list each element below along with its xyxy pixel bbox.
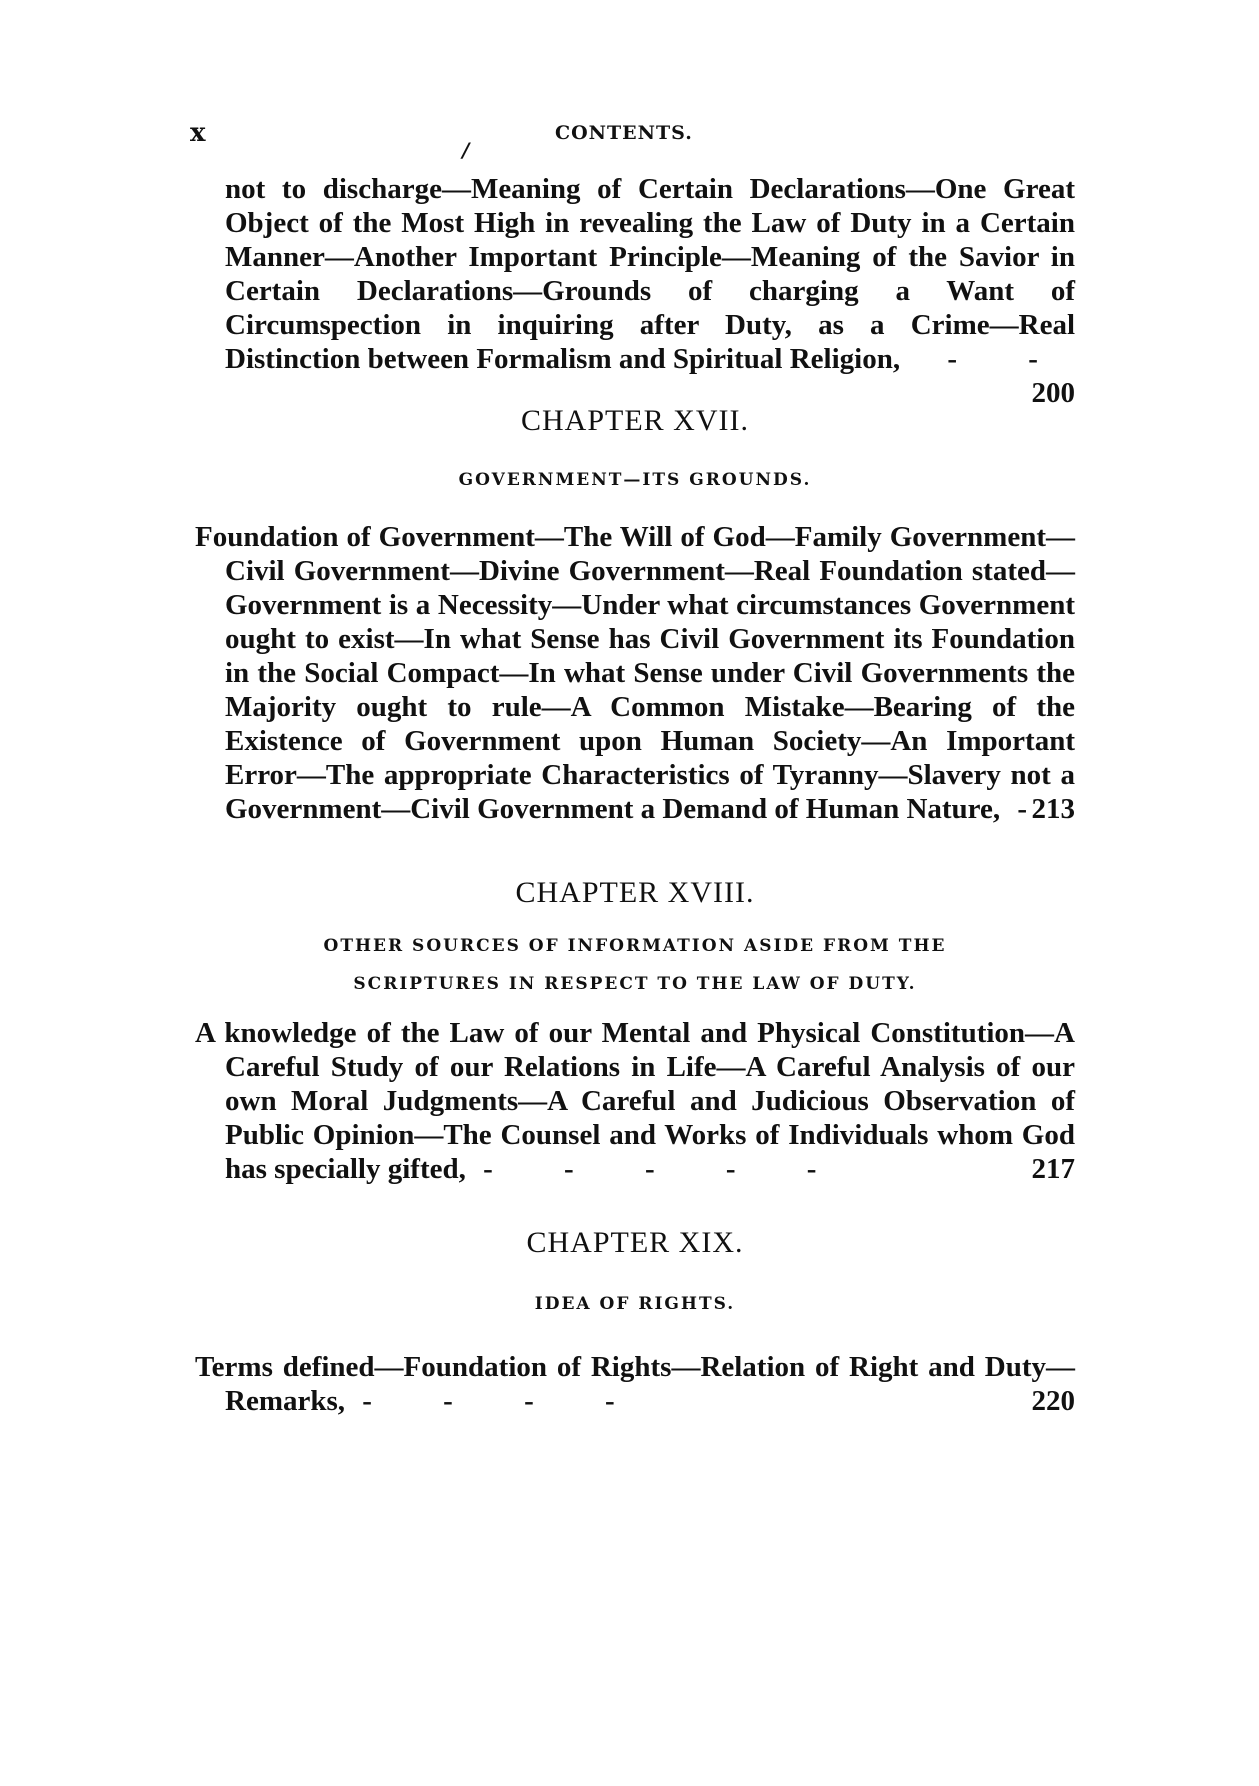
entry-text-block: Foundation of Government—The Will of God—Family Government—Civil Government—Divine Government—Real Foundation stated—Government is a Necessity—Under what circumstances Government ought to exist—In what Sense has Civil Government its Foundation in the Social Compact—In what Sense under Civil Governments the Majority ought to rule—A Common Mistake—Bearing of the Existence of Government upon Human Society—An Important Error—The appropriate Characteristics of Tyranny—Slavery not a Government—Civil Government a Demand of Human Nature, - 213 xyxy=(195,521,1075,825)
chapter-heading: CHAPTER XIX. xyxy=(526,1226,744,1259)
page-reference: 217 xyxy=(1031,1153,1075,1185)
dot-leader: - - - - - xyxy=(483,1153,817,1185)
chapter-subheading: IDEA OF RIGHTS. xyxy=(534,1294,736,1314)
contents-entry-ch18 xyxy=(195,1016,1075,1186)
contents-entry-ch19 xyxy=(195,1350,1075,1418)
page-reference: 200 xyxy=(1031,377,1075,409)
chapter-subheading-line1: OTHER SOURCES OF INFORMATION ASIDE FROM THE xyxy=(323,936,947,956)
entry-text-block xyxy=(195,1016,1075,1186)
page-reference: 220 xyxy=(1031,1385,1075,1417)
contents-entry-continued xyxy=(195,172,1075,410)
chapter-subheading: GOVERNMENT—ITS GROUNDS. xyxy=(458,470,812,490)
running-title: CONTENTS. xyxy=(555,122,693,144)
chapter-subheading-line2: SCRIPTURES IN RESPECT TO THE LAW OF DUTY. xyxy=(353,974,917,994)
entry-text-block xyxy=(195,172,1075,409)
entry-text: Terms defined—Foundation of Rights—Relation of Right and Duty—Remarks, xyxy=(195,1351,1075,1417)
contents-entry-ch17 xyxy=(195,520,1075,826)
page-reference: 213 xyxy=(1031,793,1075,825)
stray-mark: / xyxy=(462,138,470,162)
chapter-heading: CHAPTER XVII. xyxy=(521,404,749,437)
entry-text: Foundation of Government—The Will of God—Family Government—Civil Government—Divine Government—Real Foundation stated—Government is a Necessity—Under what circumstances Government ought to exist—In what Sense has Civil Government its Foundation in the Social Compact—In what Sense under Civil Governments the Majority ought to rule—A Common Mistake—Bearing of the Existence of Government upon Human Society—An Important Error—The appropriate Characteristics of Tyranny—Slavery not a Government—Civil Government a Demand of Human Nature, xyxy=(195,521,1075,825)
dot-leader: - - - - xyxy=(362,1385,615,1417)
page-number: x xyxy=(190,118,206,148)
running-head xyxy=(190,118,1090,162)
entry-text: not to discharge—Meaning of Certain Declarations—One Great Object of the Most High in revealing the Law of Duty in a Certain Manner—Another Important Principle—Meaning of the Savior in Certain Declarations—Grounds of charging a Want of Circumspection in inquiring after Duty, as a Crime—Real Distinction between Formalism and Spiritual Religion, xyxy=(225,173,1075,375)
entry-text-block xyxy=(195,1350,1075,1418)
dot-leader: - - xyxy=(947,343,1038,375)
entry-text: A knowledge of the Law of our Mental and Physical Constitution—A Careful Study of our Relations in Life—A Careful Analysis of our own Moral Judgments—A Careful and Judicious Observation of Public Opinion—The Counsel and Works of Individuals whom God has specially gifted, xyxy=(195,1017,1075,1185)
chapter-heading: CHAPTER XVIII. xyxy=(515,876,755,909)
